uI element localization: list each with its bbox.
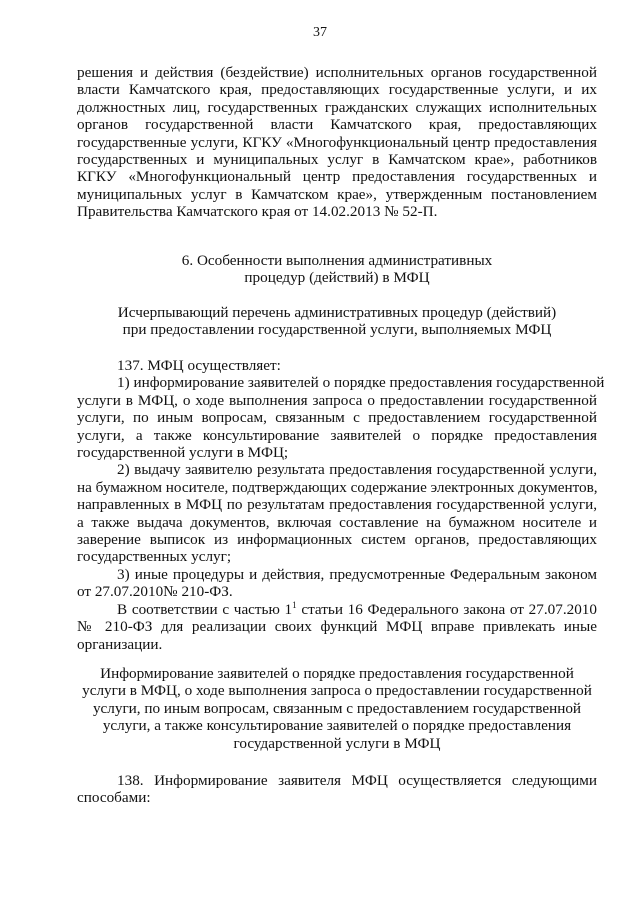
- informing-heading-line: Информирование заявителей о порядке предоставления государственной: [100, 665, 574, 682]
- list-item-3: [77, 566, 597, 601]
- text-line: а также выдача документов, включая составление на бумажном носителе и: [77, 513, 597, 531]
- section-heading-line: процедур (действий) в МФЦ: [244, 269, 430, 287]
- text-line: организации.: [77, 635, 163, 653]
- text-line: № 210-ФЗ для реализации своих функций МФЦ вправе привлекать иные: [77, 618, 597, 636]
- text-line: направленных в МФЦ по результатам предоставления государственной услуги,: [77, 496, 597, 514]
- text-line: 138. Информирование заявителя МФЦ осуществляется следующими: [117, 772, 597, 789]
- text-line: от 27.07.2010№ 210-ФЗ.: [77, 583, 233, 601]
- text-line: Правительства Камчатского края от 14.02.2013 № 52-П.: [77, 203, 438, 221]
- informing-heading-line: услуги в МФЦ, о ходе выполнения запроса о предоставлении государственной: [82, 682, 592, 700]
- text-line: 2) выдачу заявителю результата предоставления государственной услуги,: [117, 461, 597, 479]
- text-line: 3) иные процедуры и действия, предусмотренные Федеральным законом: [117, 565, 597, 583]
- paragraph-138: [77, 772, 597, 807]
- text-line: заверение выписок из информационных систем органов, предоставляющих: [77, 531, 597, 549]
- informing-heading: [70, 665, 604, 752]
- text-line: муниципальных услуг в Камчатском крае», утвержденным постановлением: [77, 185, 597, 203]
- accordance-paragraph: [77, 601, 597, 653]
- list-item-2: [77, 461, 597, 565]
- text-line: КГКУ «Многофункциональный центр предоставления государственных и: [77, 168, 597, 186]
- section-heading: [77, 252, 597, 287]
- text-line: 1) информирование заявителей о порядке предоставления государственной: [117, 374, 605, 392]
- text-line: на бумажном носителе, подтверждающих содержание электронных документов,: [77, 478, 598, 496]
- paragraph-137: [77, 357, 605, 653]
- text-line: решения и действия (бездействие) исполнительных органов государственной: [77, 64, 597, 81]
- text-line: способами:: [77, 789, 151, 807]
- text-line: государственные услуги, КГКУ «Многофункциональный центр предоставления: [77, 133, 597, 151]
- informing-heading-line: услуги, а также консультирование заявителей о порядке предоставления: [102, 717, 572, 735]
- text-line: услуги, а также консультирование заявителей о порядке предоставления: [77, 426, 597, 444]
- text-line: услуги, по иным вопросам, связанным с предоставлением государственной: [77, 409, 597, 427]
- list-item-1: [77, 374, 605, 462]
- section-heading-line: 6. Особенности выполнения административных: [181, 252, 493, 269]
- accordance-part-a: В соответствии с частью 1: [117, 600, 293, 618]
- text-line: государственных и муниципальных услуг в Камчатском крае», работников: [77, 151, 597, 169]
- paragraph-137-lead: 137. МФЦ осуществляет:: [117, 357, 281, 374]
- intro-paragraph: [77, 64, 597, 221]
- text-line: услуги в МФЦ, о ходе выполнения запроса о предоставлении государственной: [77, 391, 597, 409]
- subsection-heading-line: при предоставлении государственной услуги, выполняемых МФЦ: [122, 321, 552, 339]
- subsection-heading-line: Исчерпывающий перечень административных процедур (действий): [117, 304, 557, 321]
- accordance-part-b: статьи 16 Федерального закона от 27.07.2010: [296, 600, 597, 618]
- informing-heading-line: услуги, по иным вопросам, связанным с предоставлением государственной: [92, 699, 582, 717]
- text-line: государственных услуг;: [77, 548, 232, 566]
- text-line: [77, 601, 597, 618]
- text-line: государственной услуги в МФЦ;: [77, 444, 289, 462]
- text-line: должностных лиц, государственных гражданских служащих исполнительных: [77, 98, 597, 116]
- informing-heading-line: государственной услуги в МФЦ: [233, 734, 441, 752]
- superscript: 1: [292, 599, 297, 610]
- subsection-heading: [77, 304, 597, 339]
- text-line: органов государственной власти Камчатского края, предоставляющих: [77, 116, 597, 134]
- page-number: 37: [313, 25, 327, 40]
- text-line: власти Камчатского края, предоставляющих государственные услуги, и их: [77, 81, 597, 99]
